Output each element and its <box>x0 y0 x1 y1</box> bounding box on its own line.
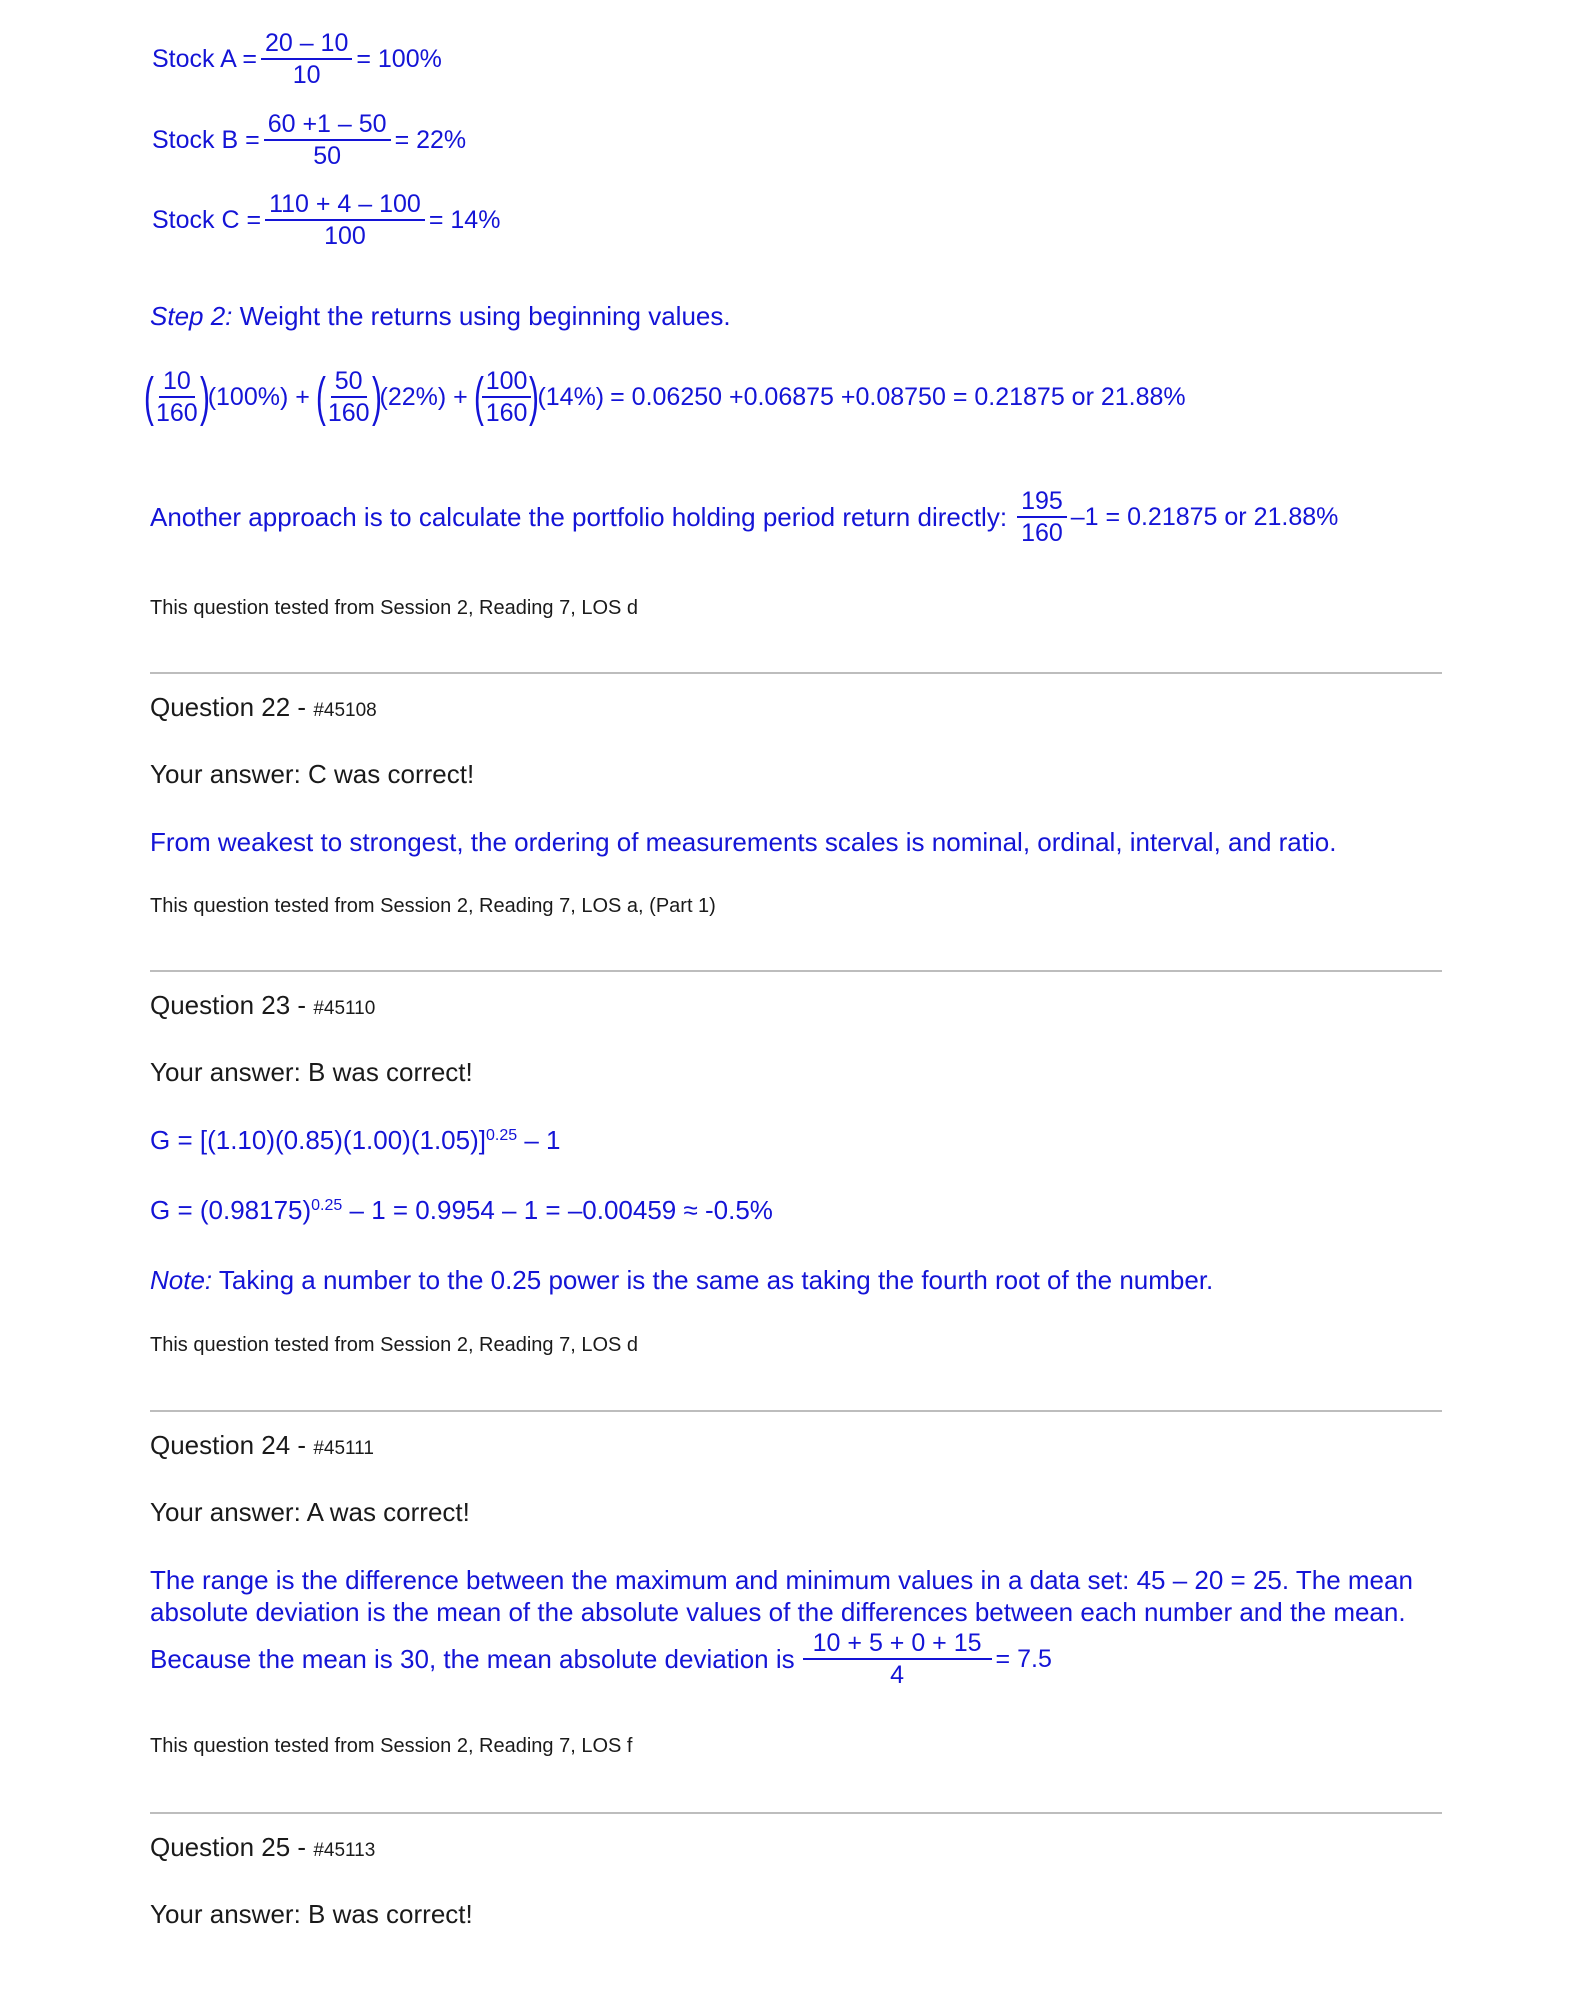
q25-title <box>150 1832 375 1863</box>
weight-2-numerator: 50 <box>331 368 367 398</box>
stock-c-fraction <box>265 191 425 250</box>
q24-explanation-line-1: The range is the difference between the maximum and minimum values in a data set: 45 – 20 = 25. The mean <box>150 1565 1413 1595</box>
q24-mad-denominator: 4 <box>890 1661 905 1690</box>
weight-3-fraction <box>482 368 532 427</box>
weight-3-numerator: 100 <box>482 368 532 398</box>
q22-explanation: From weakest to strongest, the ordering of measurements scales is nominal, ordinal, interval, and ratio. <box>150 827 1337 857</box>
stock-b-fraction <box>264 111 391 170</box>
q25-answer: Your answer: B was correct! <box>150 1899 473 1929</box>
q24-reference: This question tested from Session 2, Reading 7, LOS f <box>150 1735 633 1757</box>
step-2-label: Step 2: <box>150 301 233 331</box>
q23-formula-1-exponent: 0.25 <box>485 1127 518 1144</box>
alternative-approach-fraction <box>1017 488 1067 547</box>
q23-reference: This question tested from Session 2, Reading 7, LOS d <box>150 1334 639 1356</box>
q22-reference: This question tested from Session 2, Reading 7, LOS a, (Part 1) <box>150 895 716 917</box>
step-2-text: Weight the returns using beginning values. <box>239 301 731 331</box>
alternative-approach-denominator: 160 <box>1021 519 1063 548</box>
q23-answer: Your answer: B was correct! <box>150 1057 473 1087</box>
q24-mad-result: = 7.5 <box>995 1644 1052 1673</box>
divider-q24 <box>150 1410 1442 1412</box>
q24-title <box>150 1430 374 1461</box>
q23-id: #45110 <box>313 998 376 1019</box>
q25-id: #45113 <box>313 1840 376 1861</box>
stock-b-numerator: 60 +1 – 50 <box>264 111 391 141</box>
divider-q25 <box>150 1812 1442 1814</box>
q23-note-label: Note: <box>150 1265 213 1295</box>
stock-a-result: = 100% <box>356 44 442 73</box>
stock-a-fraction <box>261 30 352 89</box>
q21-reference: This question tested from Session 2, Reading 7, LOS d <box>150 597 639 619</box>
weight-2-return: (22%) + <box>379 382 468 411</box>
q23-title-text: Question 23 - <box>150 990 314 1020</box>
weight-1-numerator: 10 <box>159 368 195 398</box>
q24-mad-numerator: 10 + 5 + 0 + 15 <box>803 1630 992 1660</box>
q23-formula-1-base: G = [(1.10)(0.85)(1.00)(1.05)] <box>150 1125 486 1155</box>
weighted-return-formula: ( $\frac{10}{160}$ ) (100%) + ( $\frac{50}{160}$ ) (22%) + ( $\frac{100}{160}$ ) (14%) = 0.06250 +0.06875 +0.08750 = 0.21875 or 21.88% <box>144 367 1186 428</box>
weight-1-return: (100%) + <box>207 382 310 411</box>
divider-q22 <box>150 672 1442 674</box>
q22-answer: Your answer: C was correct! <box>150 759 475 789</box>
weight-2-fraction <box>324 368 374 427</box>
divider-q23 <box>150 970 1442 972</box>
q23-formula-1 <box>150 1125 561 1156</box>
stock-c-denominator: 100 <box>324 222 366 251</box>
q24-id: #45111 <box>313 1438 374 1459</box>
stock-a-numerator: 20 – 10 <box>261 30 352 60</box>
q22-title <box>150 692 377 723</box>
weight-1-denominator: 160 <box>155 399 198 428</box>
q23-title <box>150 990 375 1021</box>
stock-a-formula <box>152 30 442 89</box>
q23-formula-1-rest: – 1 <box>517 1125 561 1155</box>
alternative-approach-result: –1 = 0.21875 or 21.88% <box>1070 502 1339 531</box>
q23-note <box>150 1265 1213 1296</box>
step-2-heading <box>150 301 731 332</box>
alternative-approach-numerator: 195 <box>1017 488 1067 518</box>
q24-mad-fraction <box>803 1630 992 1689</box>
weight-3-return: (14%) <box>537 382 605 411</box>
stock-c-label: Stock C = <box>152 205 262 234</box>
q23-formula-2-exponent: 0.25 <box>311 1197 343 1214</box>
stock-b-label: Stock B = <box>152 125 260 154</box>
q24-explanation-line-3-text: Because the mean is 30, the mean absolute deviation is <box>150 1643 795 1674</box>
q23-note-text: Taking a number to the 0.25 power is the same as taking the fourth root of the number. <box>212 1265 1214 1295</box>
weight-2-denominator: 160 <box>327 399 370 428</box>
weight-1-fraction <box>152 368 202 427</box>
stock-b-formula <box>152 111 466 170</box>
alternative-approach-formula <box>1017 488 1338 547</box>
stock-b-result: = 22% <box>394 125 467 154</box>
alternative-approach <box>150 488 1338 547</box>
q23-formula-2-rest: – 1 = 0.9954 – 1 = –0.00459 ≈ -0.5% <box>342 1195 773 1225</box>
q24-explanation-line-3 <box>150 1630 1052 1689</box>
stock-c-result: = 14% <box>428 205 501 234</box>
q24-answer: Your answer: A was correct! <box>150 1497 470 1527</box>
stock-b-denominator: 50 <box>313 142 342 171</box>
q22-id: #45108 <box>313 700 377 721</box>
weight-3-denominator: 160 <box>485 399 528 428</box>
q22-title-text: Question 22 - <box>150 692 314 722</box>
q23-formula-2 <box>150 1195 773 1226</box>
weighted-return-result: = 0.06250 +0.06875 +0.08750 = 0.21875 or 21.88% <box>610 382 1186 411</box>
stock-a-label: Stock A = <box>152 44 257 73</box>
q24-mad-formula <box>803 1630 1052 1689</box>
q25-title-text: Question 25 - <box>150 1832 314 1862</box>
q24-title-text: Question 24 - <box>150 1430 314 1460</box>
stock-a-denominator: 10 <box>292 61 321 90</box>
stock-c-formula <box>152 191 500 250</box>
alternative-approach-text: Another approach is to calculate the portfolio holding period return directly: <box>150 501 1008 532</box>
q24-explanation-line-2: absolute deviation is the mean of the absolute values of the differences between each number and the mean. <box>150 1597 1406 1627</box>
stock-c-numerator: 110 + 4 – 100 <box>265 191 425 221</box>
q23-formula-2-base: G = (0.98175) <box>150 1195 312 1225</box>
